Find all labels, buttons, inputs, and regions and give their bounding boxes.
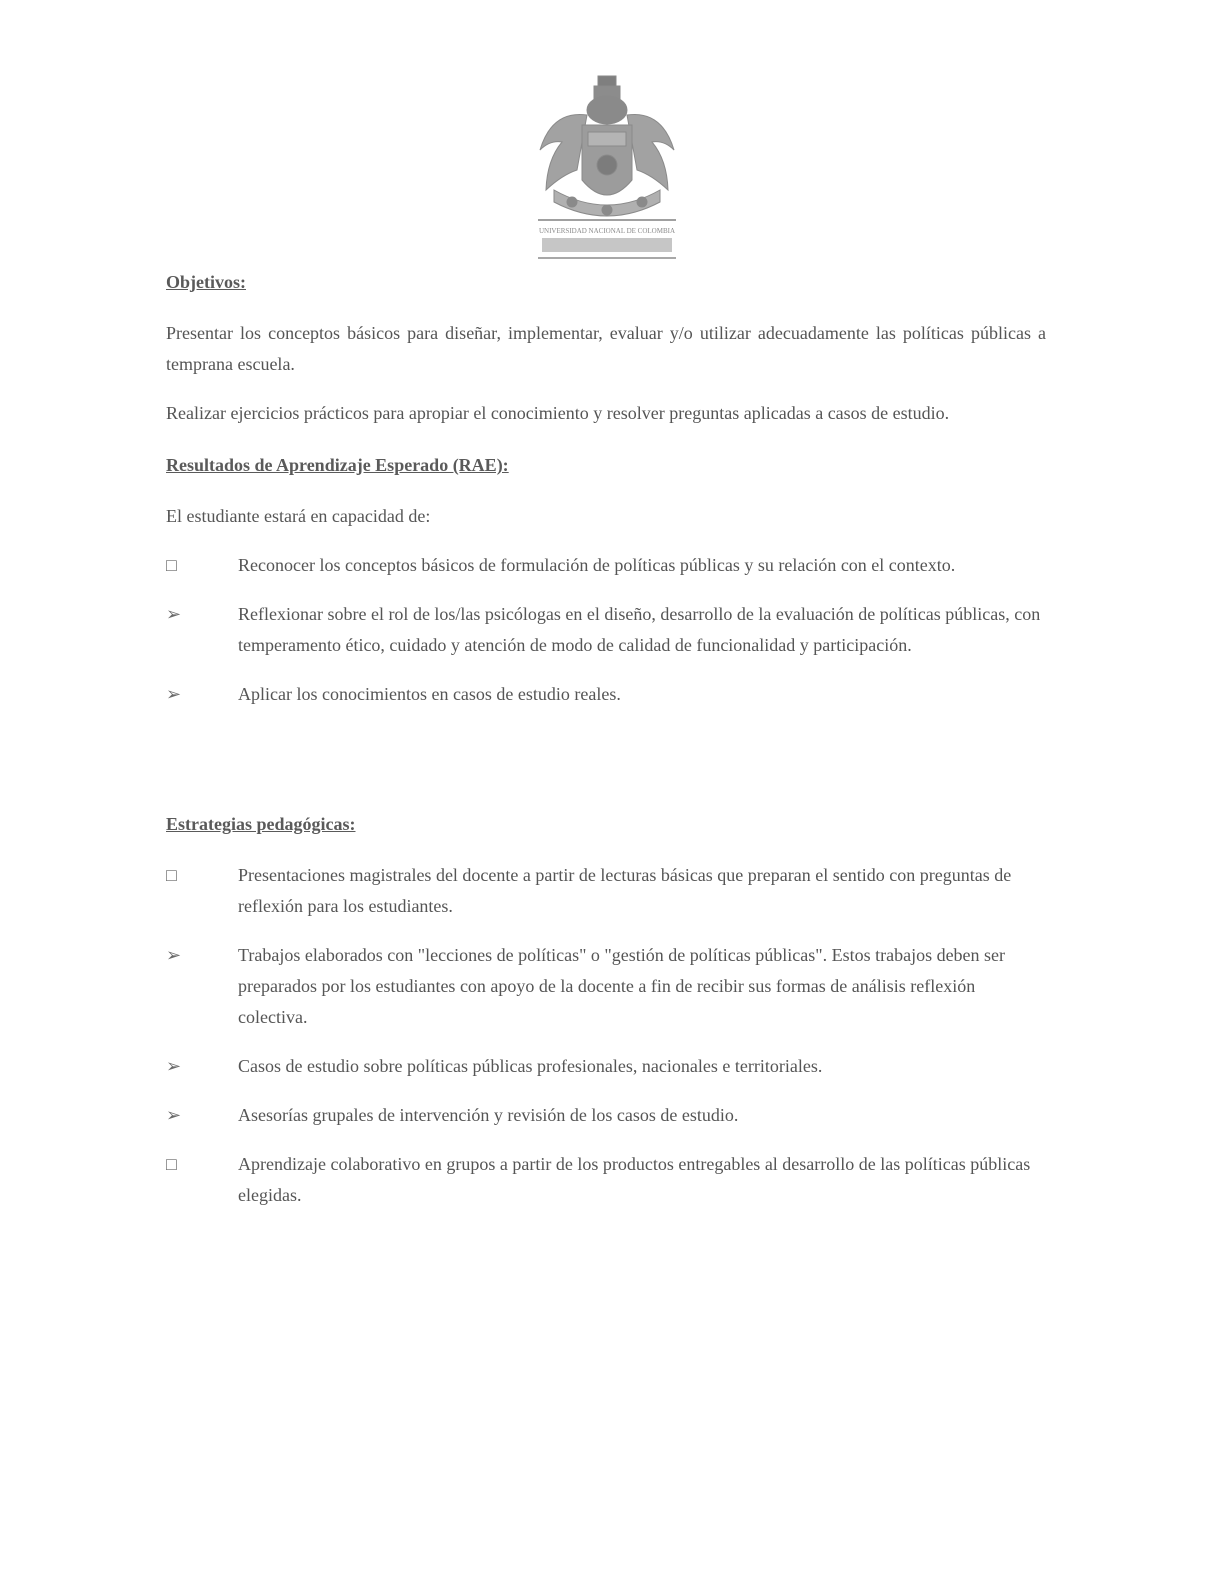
list-item — [166, 599, 1046, 661]
bullet-icon: □ — [166, 1154, 177, 1174]
list-item-text: Asesorías grupales de intervención y revisión de los casos de estudio. — [238, 1105, 739, 1125]
outcomes-heading: Resultados de Aprendizaje Esperado (RAE): — [166, 455, 509, 475]
document-body — [166, 266, 1046, 1211]
list-item-text: Aplicar los conocimientos en casos de estudio reales. — [238, 684, 621, 704]
logo-text: UNIVERSIDAD NACIONAL DE COLOMBIA — [538, 227, 676, 235]
bullet-icon: ➢ — [166, 684, 182, 704]
bullet-icon: ➢ — [166, 604, 182, 624]
bullet-icon: ➢ — [166, 1056, 182, 1076]
university-coat-of-arms-icon — [532, 70, 682, 270]
list-item-text: Trabajos elaborados con "lecciones de políticas" o "gestión de políticas públicas". Estos trabajos deben ser preparados por los estudiantes con apoyo de la docente a fin de recibir sus formas de análisis reflexión colectiva. — [238, 945, 1006, 1027]
bullet-icon: ➢ — [166, 1105, 182, 1125]
list-item-text: Reconocer los conceptos básicos de formulación de políticas públicas y su relación con el contexto. — [238, 555, 956, 575]
list-item-text: Casos de estudio sobre políticas públicas profesionales, nacionales e territoriales. — [238, 1056, 823, 1076]
objectives-heading: Objetivos: — [166, 272, 246, 292]
bullet-icon: □ — [166, 555, 177, 575]
list-item — [166, 550, 1046, 581]
list-item — [166, 940, 1046, 1033]
list-item-text: Aprendizaje colaborativo en grupos a partir de los productos entregables al desarrollo de las políticas públicas elegidas. — [238, 1154, 1031, 1205]
list-item — [166, 1051, 1046, 1082]
list-item — [166, 1100, 1046, 1131]
list-item-text: Reflexionar sobre el rol de los/las psicólogas en el diseño, desarrollo de la evaluación de políticas públicas, con temperamento ético, cuidado y atención de modo de calidad de funcionalidad y participación. — [238, 604, 1041, 655]
bullet-icon: ➢ — [166, 945, 182, 965]
list-item-text: Presentaciones magistrales del docente a partir de lecturas básicas que preparan el sentido con preguntas de reflexión para los estudiantes. — [238, 865, 1012, 916]
list-item — [166, 860, 1046, 922]
list-item — [166, 1149, 1046, 1211]
objective-paragraph: Realizar ejercicios prácticos para apropiar el conocimiento y resolver preguntas aplicadas a casos de estudio. — [166, 403, 950, 423]
methods-heading: Estrategias pedagógicas: — [166, 814, 356, 834]
bullet-icon: □ — [166, 865, 177, 885]
outcomes-intro: El estudiante estará en capacidad de: — [166, 506, 431, 526]
objective-paragraph: Presentar los conceptos básicos para diseñar, implementar, evaluar y/o utilizar adecuadamente las políticas públicas a temprana escuela. — [166, 323, 1046, 374]
university-logo — [532, 70, 682, 270]
list-item — [166, 679, 1046, 710]
methods-list — [166, 860, 1046, 1211]
outcomes-list — [166, 550, 1046, 710]
